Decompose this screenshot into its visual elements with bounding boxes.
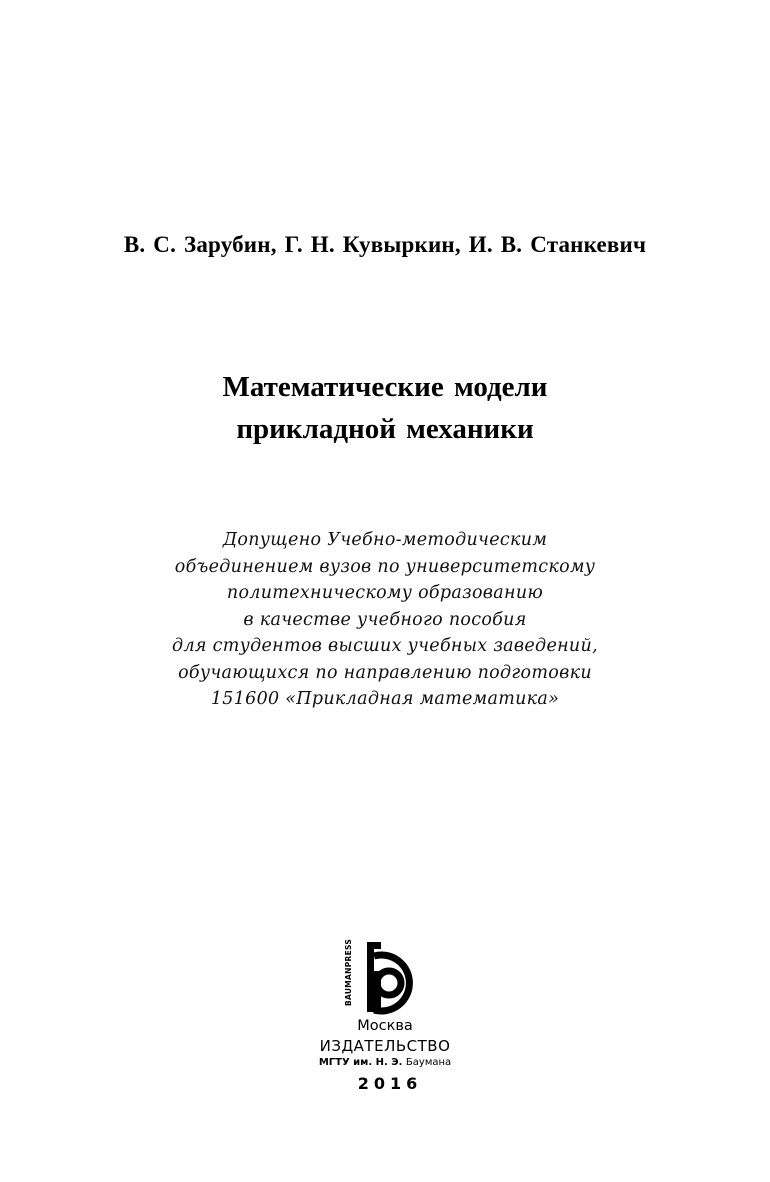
approval-line: в качестве учебного пособия [243, 609, 527, 630]
approval-statement [0, 527, 770, 713]
logo-wordmark: BAUMANPRESS [344, 938, 353, 1006]
baumanpress-logo-icon [345, 938, 425, 1016]
approval-line: Допущено Учебно-методическим [222, 530, 548, 550]
approval-line: для студентов высших учебных заведений, [172, 636, 598, 656]
approval-line: политехническому образованию [226, 583, 544, 603]
authors: В. С. Зарубин, Г. Н. Кувыркин, И. В. Станкевич [123, 232, 647, 257]
book-title-line: Математические модели [222, 371, 548, 403]
publisher-city: Москва [357, 1018, 413, 1034]
university-name: Баумана [405, 1057, 452, 1068]
university-prefix: МГТУ им. Н. Э. [318, 1057, 403, 1068]
publication-year: 2016 [357, 1074, 423, 1093]
publisher-university [0, 1057, 770, 1068]
publisher-house: ИЗДАТЕЛЬСТВО [319, 1037, 451, 1055]
approval-line: 151600 «Прикладная математика» [210, 689, 560, 709]
approval-line: объединением вузов по университетскому [174, 556, 596, 577]
book-title [0, 366, 770, 450]
approval-line: обучающихся по направлению подготовки [178, 662, 592, 683]
book-title-line: прикладной механики [236, 413, 534, 445]
